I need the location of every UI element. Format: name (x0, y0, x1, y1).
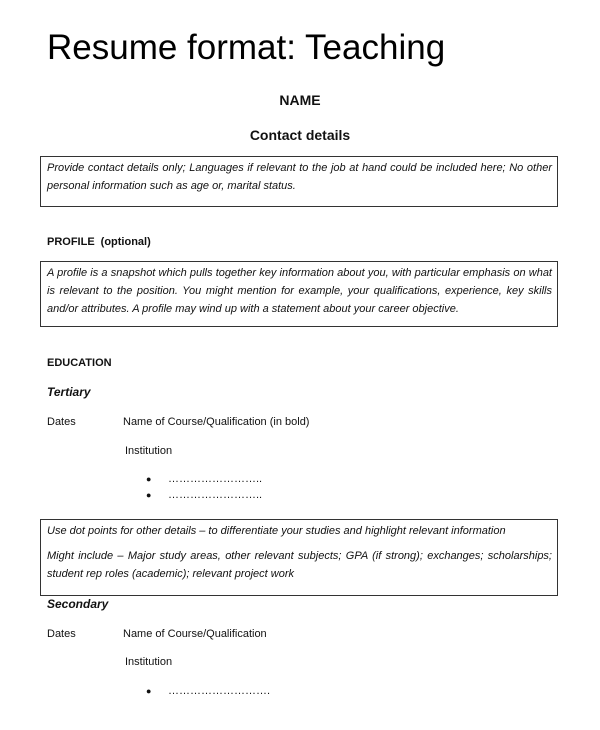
secondary-institution-label: Institution (125, 656, 173, 668)
bullet-glyph: ● (146, 686, 152, 696)
secondary-bullet-1-text: ………………………. (168, 685, 271, 697)
bullet-glyph: ● (146, 474, 152, 484)
tertiary-bullet-1 (146, 472, 262, 486)
name-heading: NAME (279, 92, 321, 108)
profile-note-box (40, 261, 558, 327)
secondary-heading: Secondary (47, 597, 109, 611)
tertiary-heading: Tertiary (47, 385, 91, 399)
contact-details-note: Provide contact details only; Languages if relevant to the job at hand could be included here; No other personal information such as age or, marital status. (47, 162, 552, 192)
bullet-glyph: ● (146, 490, 152, 500)
education-note-line-2: Might include – Major study areas, other relevant subjects; GPA (if strong); exchanges; scholarships; student rep roles (academic); relevant project work (47, 550, 552, 580)
education-heading: EDUCATION (47, 357, 112, 369)
contact-details-heading: Contact details (249, 127, 351, 143)
tertiary-bullet-2-text: …………………….. (168, 489, 263, 501)
tertiary-institution-label: Institution (125, 445, 173, 457)
education-note-box (40, 519, 558, 596)
tertiary-course-label: Name of Course/Qualification (in bold) (123, 416, 310, 428)
profile-heading: PROFILE (47, 236, 95, 248)
tertiary-bullet-1-text: …………………….. (168, 473, 263, 485)
secondary-dates-label: Dates (47, 628, 76, 640)
education-note-line-1: Use dot points for other details – to differentiate your studies and highlight relevant information (47, 525, 506, 537)
tertiary-dates-label: Dates (47, 416, 76, 428)
tertiary-bullet-2 (146, 488, 262, 502)
secondary-course-label: Name of Course/Qualification (123, 628, 267, 640)
document-title: Resume format: Teaching (47, 28, 446, 67)
profile-heading-line (47, 235, 151, 249)
secondary-bullet-1 (146, 684, 270, 698)
contact-details-note-box (40, 156, 558, 207)
profile-note: A profile is a snapshot which pulls together key information about you, with particular emphasis on what is relevant to the position. You might mention for example, your qualifications, experience, key skills and/or attributes. A profile may wind up with a statement about your career objective. (47, 267, 552, 315)
profile-optional-label: (optional) (100, 236, 151, 248)
